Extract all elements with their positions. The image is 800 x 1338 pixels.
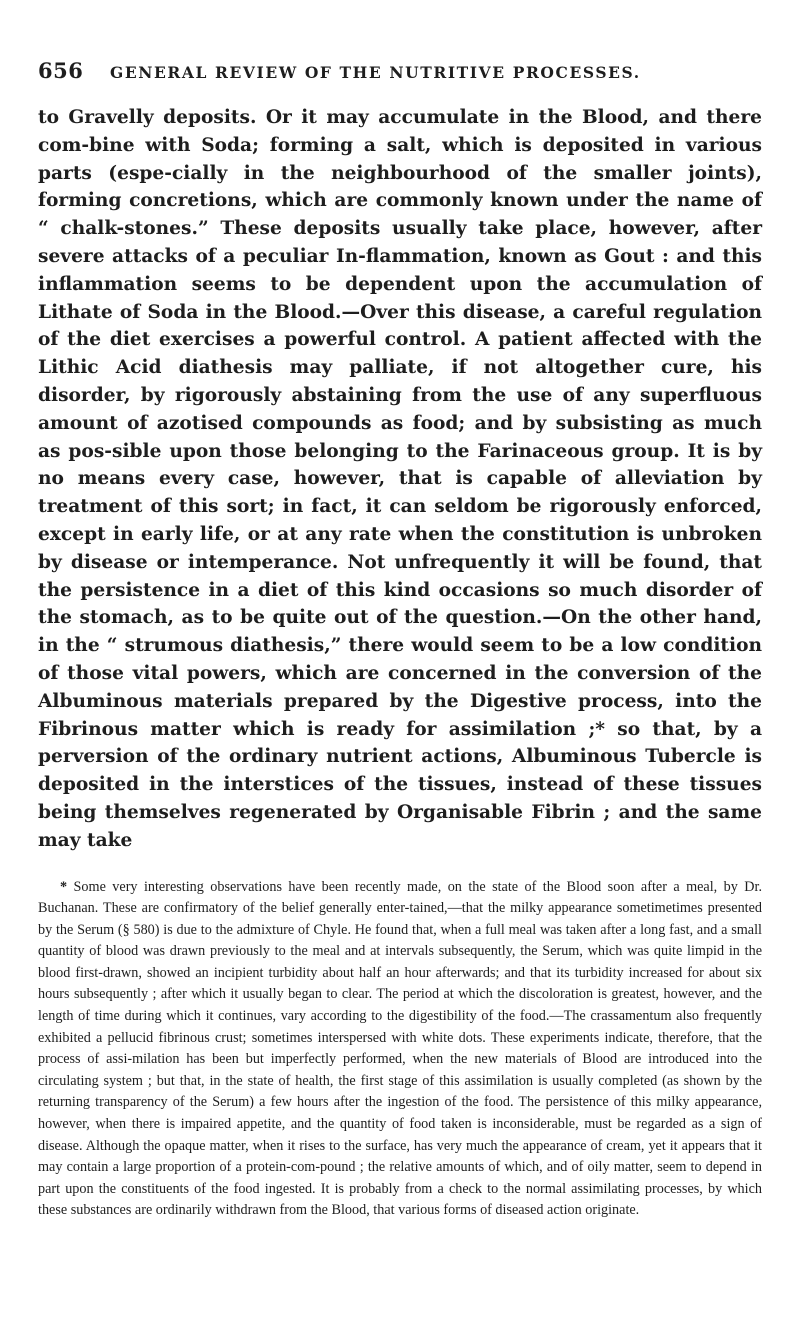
body-paragraph: to Gravelly deposits. Or it may accumulate in the Blood, and there com-bine with Soda; forming a salt, which is deposited in various parts (espe-cially in the neighbourhood of the smaller joints), forming concretions, which are commonly known under the name of “ chalk-stones.” These deposits usually take place, however, after severe attacks of a peculiar In-flammation, known as Gout : and this inflammation seems to be dependent upon the accumulation of Lithate of Soda in the Blood.—Over this disease, a careful regulation of the diet exercises a powerful control. A patient affected with the Lithic Acid diathesis may palliate, if not altogether cure, his disorder, by rigorously abstaining from the use of any superfluous amount of azotised compounds as food; and by subsisting as much as pos-sible upon those belonging to the Farinaceous group. It is by no means every case, however, that is capable of alleviation by treatment of this sort; in fact, it can seldom be rigorously enforced, except in early life, or at any rate when the constitution is unbroken by disease or intemperance. Not unfrequently it will be found, that the persistence in a diet of this kind occasions so much disorder of the stomach, as to be quite out of the question.—On the other hand, in the “ strumous diathesis,” there would seem to be a low condition of those vital powers, which are concerned in the conversion of the Albuminous materials prepared by the Digestive process, into the Fibrinous matter which is ready for assimilation ;* so that, by a perversion of the ordinary nutrient actions, Albuminous Tubercle is deposited in the interstices of the tissues, instead of these tissues being themselves regenerated by Organisable Fibrin ; and the same may take bbox=[38, 107, 762, 851]
running-head bbox=[38, 58, 762, 90]
page-number: 656 bbox=[38, 58, 84, 83]
running-title: GENERAL REVIEW OF THE NUTRITIVE PROCESSES. bbox=[110, 63, 641, 82]
main-text bbox=[38, 104, 762, 855]
footnote-text: Some very interesting observations have been recently made, on the state of the Blood soon after a meal, by Dr. Buchanan. These are confirmatory of the belief generally enter-tained,—that the milky appearance sometimetimes presented by the Serum (§ 580) is due to the admixture of Chyle. He found that, when a full meal was taken after a long fast, and a small quantity of blood was drawn previously to the meal and at intervals subsequently, the Serum, which was quite limpid in the blood first-drawn, showed an incipient turbidity about half an hour afterwards; and that its turbidity increased for about six hours subsequently ; after which it usually began to clear. The period at which the discoloration is greatest, however, and the length of time during which it continues, vary according to the digestibility of the food.—The crassamentum also frequently exhibited a pellucid fibrinous crust; sometimes interspersed with white dots. These experiments indicate, therefore, that the process of assi-milation has been but imperfectly performed, when the new materials of Blood are introduced into the circulating system ; but that, in the state of health, the first stage of this assimilation is usually completed (as shown by the returning transparency of the Serum) a few hours after the ingestion of the food. The persistence of this milky appearance, however, when there is impaired appetite, and the quantity of food taken is inconsiderable, must be regarded as a sign of disease. Although the opaque matter, when it rises to the surface, has very much the appearance of cream, yet it appears that it may contain a large proportion of a protein-com-pound ; the relative amounts of which, and of oily matter, seem to depend in part upon the constituents of the food ingested. It is probably from a check to the normal assimilating processes, by which these substances are ordinarily withdrawn from the Blood, that various forms of diseased action originate. bbox=[38, 878, 763, 1219]
footnote bbox=[38, 877, 762, 1223]
footnote-marker: * bbox=[60, 878, 74, 895]
